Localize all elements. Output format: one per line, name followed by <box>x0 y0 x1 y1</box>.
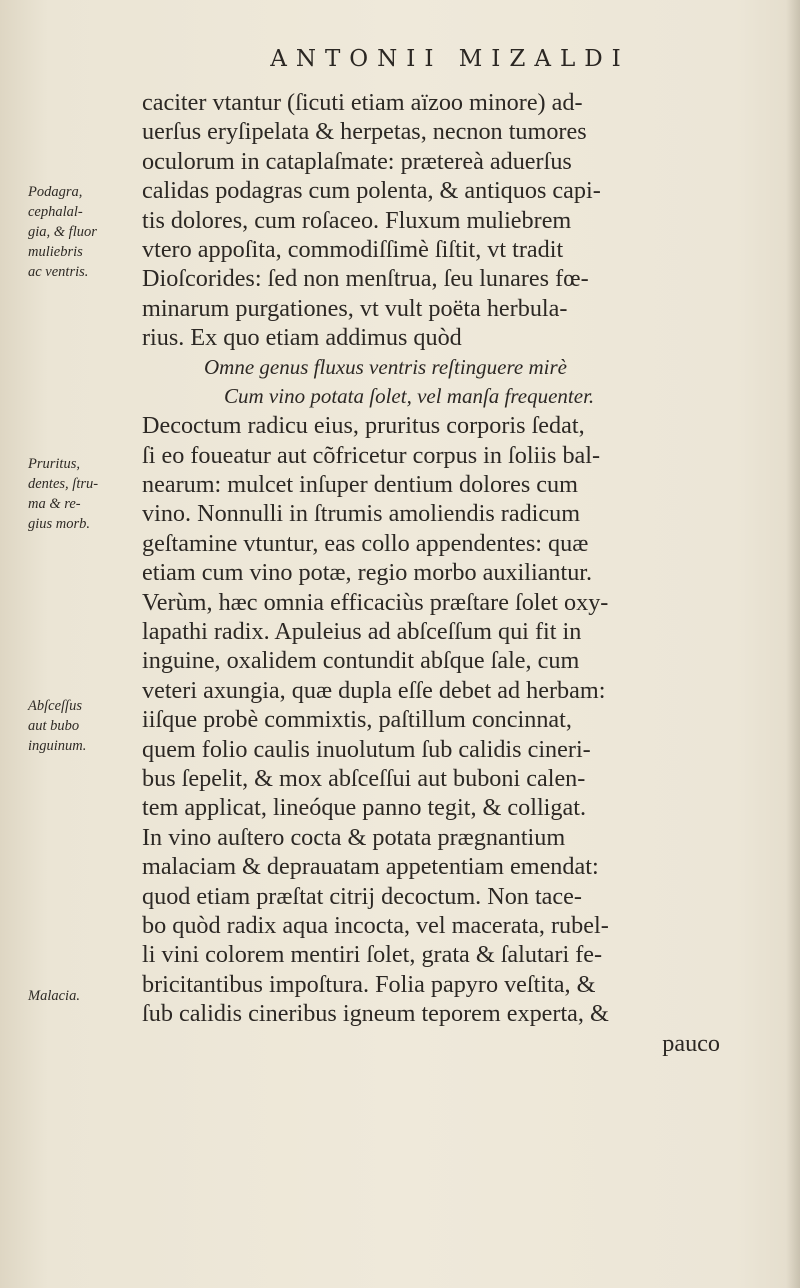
text-line: vino. Nonnulli in ſtrumis amoliendis radicum <box>142 500 581 528</box>
verse-line: Omne genus fluxus ventris reſtinguere mirè <box>204 354 567 379</box>
text-line: In vino auſtero cocta & potata prægnantium <box>142 823 566 851</box>
margin-note-line: Abſceſſus <box>28 698 82 714</box>
running-title: ANTONII MIZALDI <box>270 46 630 72</box>
margin-note-line: Malacia. <box>28 988 80 1004</box>
main-text-block <box>142 88 782 1058</box>
text-line: vtero appoſita, commodiſſimè ſiſtit, vt tradit <box>142 235 564 263</box>
text-line: etiam cum vino potæ, regio morbo auxiliantur. <box>142 559 593 587</box>
text-line: geſtamine vtuntur, eas collo appendentes: quæ <box>142 529 589 557</box>
text-line: malaciam & deprauatam appetentiam emendat: <box>142 853 599 881</box>
margin-note-line: dentes, ſtru- <box>28 476 99 492</box>
margin-note-line: Pruritus, <box>28 456 80 472</box>
text-line: uerſus eryſipelata & herpetas, necnon tumores <box>142 118 587 146</box>
text-line: bricitantibus impoſtura. Folia papyro veſtita, & <box>142 970 596 998</box>
text-line: minarum purgationes, vt vult poëta herbula- <box>142 294 568 322</box>
margin-note-line: inguinum. <box>28 738 87 754</box>
text-line: Dioſcorides: ſed non menſtrua, ſeu lunares fœ- <box>142 265 589 293</box>
margin-note-line: gius morb. <box>28 516 91 532</box>
page-edge-shadow <box>786 0 800 1288</box>
text-line: veteri axungia, quæ dupla eſſe debet ad herbam: <box>142 676 606 704</box>
text-line: tem applicat, lineóque panno tegit, & colligat. <box>142 794 586 822</box>
text-line: iiſque probè commixtis, paſtillum concinnat, <box>142 706 572 734</box>
text-line: rius. Ex quo etiam addimus quòd <box>142 324 462 352</box>
text-line: li vini colorem mentiri ſolet, grata & ſalutari fe- <box>142 941 603 969</box>
text-line: calidas podagras cum polenta, & antiquos capi- <box>142 177 601 205</box>
margin-note-line: ac ventris. <box>28 264 89 280</box>
margin-note-line: gia, & fluor <box>28 224 97 240</box>
margin-note-podagra <box>28 182 146 282</box>
margin-note-line: cephalal- <box>28 204 83 220</box>
text-line: Verùm, hæc omnia efficaciùs præſtare ſolet oxy- <box>142 588 609 616</box>
margin-note-line: muliebris <box>28 244 83 260</box>
text-line: ſub calidis cineribus igneum teporem experta, & <box>142 1000 609 1028</box>
margin-note-line: ma & re- <box>28 496 81 512</box>
text-line: oculorum in cataplaſmate: prætereà aduerſus <box>142 147 572 175</box>
margin-note-abscessus <box>28 696 146 756</box>
text-line: quem folio caulis inuolutum ſub calidis cineri- <box>142 735 591 763</box>
text-line: nearum: mulcet inſuper dentium dolores cum <box>142 471 578 499</box>
text-line: bo quòd radix aqua incocta, vel macerata, rubel- <box>142 911 609 939</box>
text-line: inguine, oxalidem contundit abſque ſale, cum <box>142 647 580 675</box>
margin-note-pruritus <box>28 454 146 534</box>
text-line: Decoctum radicu eius, pruritus corporis ſedat, <box>142 412 585 440</box>
verse-line: Cum vino potata ſolet, vel manſa frequenter. <box>224 383 595 408</box>
margin-note-malacia <box>28 986 146 1006</box>
text-line: bus ſepelit, & mox abſceſſui aut buboni calen- <box>142 764 586 792</box>
text-line: lapathi radix. Apuleius ad abſceſſum qui fit in <box>142 618 582 646</box>
catchword: pauco <box>662 1029 720 1057</box>
text-line: quod etiam præſtat citrij decoctum. Non tace- <box>142 882 582 910</box>
margin-note-line: Podagra, <box>28 184 83 200</box>
text-line: ſi eo foueatur aut cõfricetur corpus in ſoliis bal- <box>142 441 601 469</box>
text-line: caciter vtantur (ſicuti etiam aïzoo minore) ad- <box>142 89 583 116</box>
text-line: tis dolores, cum roſaceo. Fluxum muliebrem <box>142 206 572 234</box>
margin-note-line: aut bubo <box>28 718 80 734</box>
